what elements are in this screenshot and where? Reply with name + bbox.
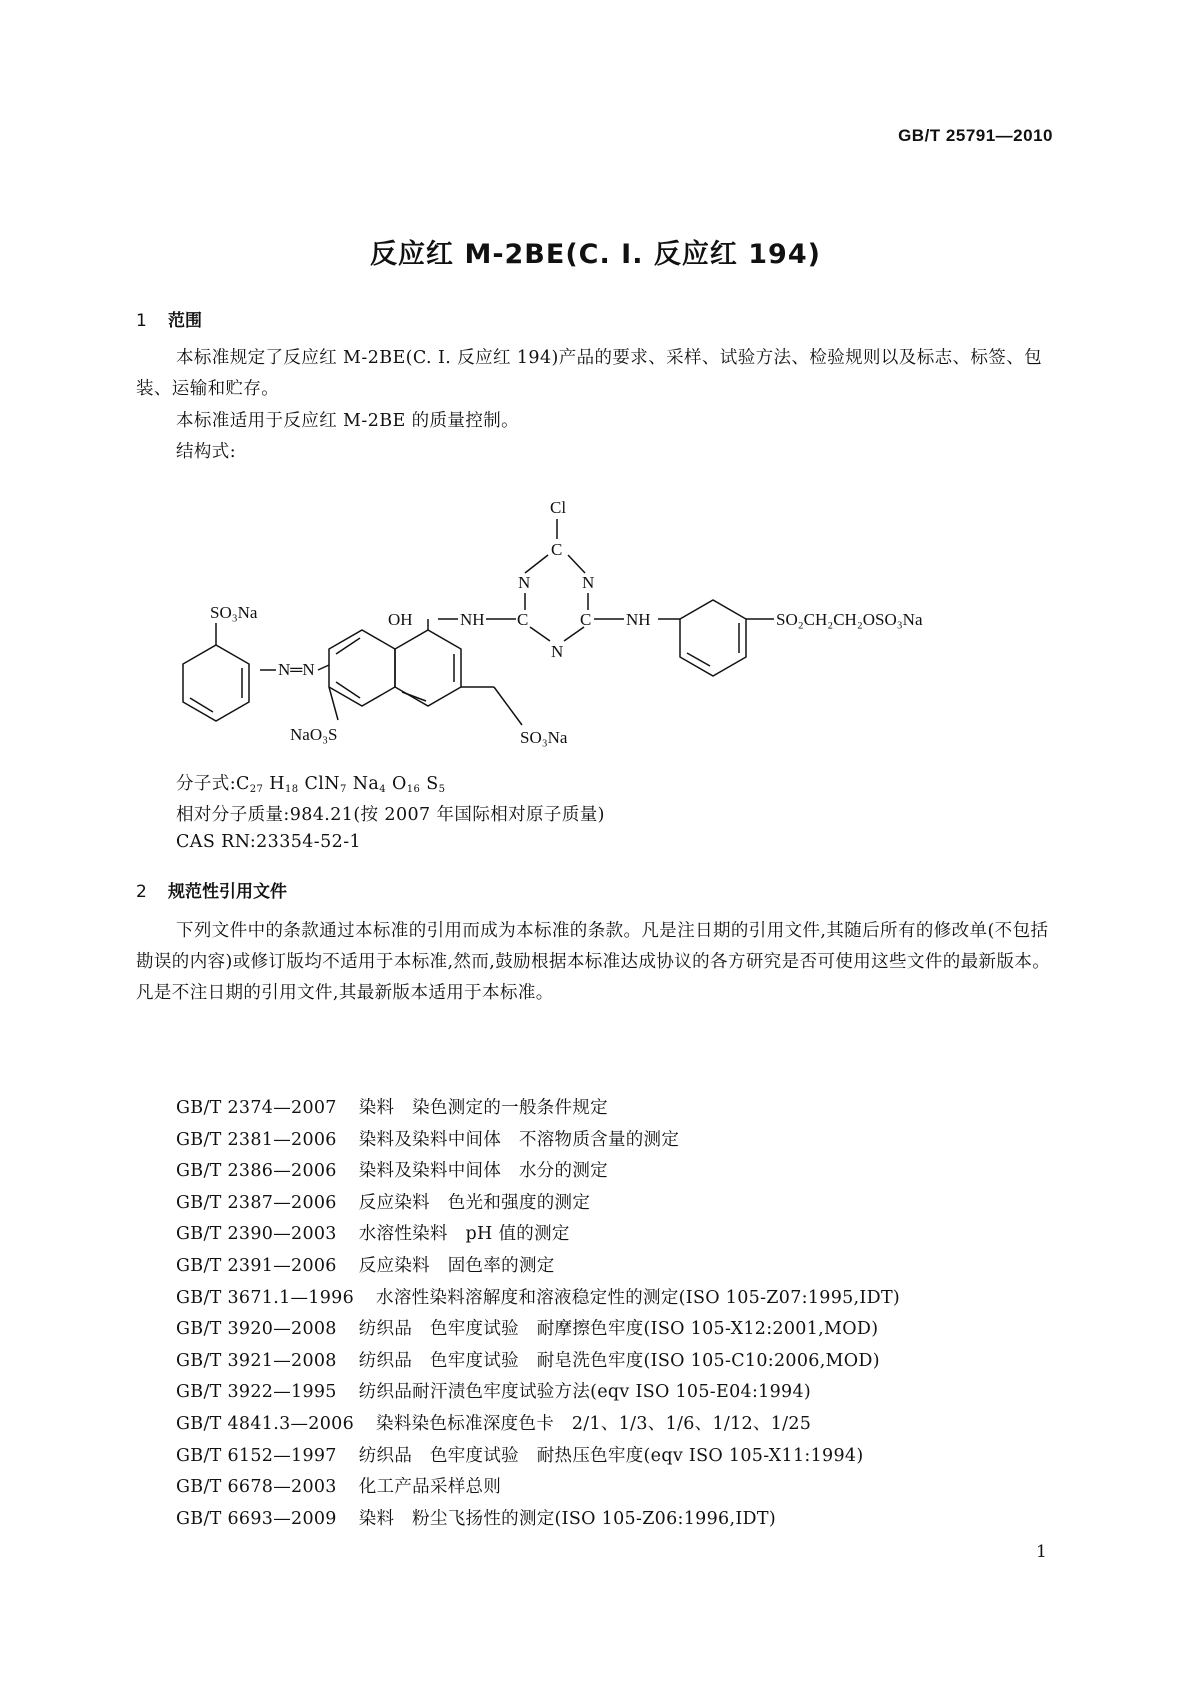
standard-code: GB/T 25791—2010	[898, 126, 1053, 145]
reference-code: GB/T 6693—2009	[176, 1508, 337, 1529]
bond	[190, 698, 213, 712]
reference-title: 纺织品 色牢度试验 耐皂洗色牢度(ISO 105-C10:2006,MOD)	[358, 1350, 880, 1371]
reference-item	[176, 1346, 900, 1378]
reference-title: 纺织品 色牢度试验 耐热压色牢度(eqv ISO 105-X11:1994)	[358, 1445, 864, 1466]
reference-list	[176, 1093, 900, 1535]
reference-code: GB/T 3920—2008	[176, 1319, 337, 1340]
triazine-nitrogen-left: N	[518, 573, 531, 592]
bond	[336, 682, 360, 698]
section-2-heading	[136, 877, 287, 902]
reference-code: GB/T 6678—2003	[176, 1477, 337, 1498]
formula-element: Cl	[304, 774, 325, 794]
cas-number: CAS RN:23354-52-1	[176, 832, 362, 852]
reference-title: 染料染色标准深度色卡 2/1、1/3、1/6、1/12、1/25	[376, 1413, 812, 1434]
page-number: 1	[1036, 1542, 1047, 1562]
section-number: 2	[136, 882, 147, 902]
bond	[564, 627, 584, 641]
reference-title: 染料 染色测定的一般条件规定	[358, 1098, 608, 1118]
sulfonate-right-label: SO₃Na	[520, 728, 568, 747]
structure-label: 结构式:	[176, 442, 236, 462]
reference-title: 水溶性染料 pH 值的测定	[358, 1224, 570, 1245]
reference-code: GB/T 3922—1995	[176, 1382, 337, 1403]
bond	[402, 692, 426, 701]
formula-subscript: 18	[284, 784, 299, 795]
scope-paragraph: 本标准规定了反应红 M-2BE(C. I. 反应红 194)产品的要求、采样、试验方法、检验规则以及标志、标签、包装、运输和贮存。	[136, 348, 1043, 399]
reference-item	[176, 1504, 900, 1536]
formula-subscript: 4	[379, 784, 387, 795]
hydroxyl-label: OH	[388, 610, 413, 629]
molecular-formula	[176, 770, 445, 795]
bond	[494, 687, 522, 725]
bond	[525, 555, 548, 573]
reference-item	[176, 1377, 900, 1409]
bond	[362, 625, 380, 630]
bond	[336, 638, 360, 654]
reference-title: 水溶性染料溶解度和溶液稳定性的测定(ISO 105-Z07:1995,IDT)	[376, 1287, 901, 1308]
reference-title: 染料及染料中间体 水分的测定	[358, 1161, 608, 1182]
formula-subscript: 16	[406, 784, 421, 795]
naphthalene-ring-right	[395, 630, 461, 706]
amino-link-left: NH	[460, 610, 485, 629]
reference-item	[176, 1251, 900, 1283]
benzene-ring-left	[183, 645, 249, 721]
section-1-heading	[136, 306, 202, 331]
reference-title: 反应染料 色光和强度的测定	[358, 1192, 591, 1213]
reference-item	[176, 1441, 900, 1473]
bond	[530, 627, 550, 641]
sulfonyl-group-label: SO₂CH₂CH₂OSO₃Na	[776, 610, 923, 629]
reference-code: GB/T 2391—2006	[176, 1255, 337, 1276]
reference-item	[176, 1472, 900, 1504]
formula-element: O	[392, 774, 407, 794]
references-intro: 下列文件中的条款通过本标准的引用而成为本标准的条款。凡是注日期的引用文件,其随后所有的修改单(不包括勘误的内容)或修订版均不适用于本标准,然而,鼓励根据本标准达成协议的各方研究是否可使用这些文件的最新版本。凡是不注日期的引用文件,其最新版本适用于本标准。	[136, 921, 1051, 1003]
applicability-paragraph: 本标准适用于反应红 M-2BE 的质量控制。	[176, 411, 520, 431]
bond	[568, 555, 585, 573]
reference-item	[176, 1093, 900, 1125]
reference-title: 化工产品采样总则	[358, 1477, 502, 1498]
reference-item	[176, 1409, 900, 1441]
formula-element: H	[269, 774, 285, 794]
reference-item	[176, 1283, 900, 1315]
reference-item	[176, 1156, 900, 1188]
reference-code: GB/T 4841.3—2006	[176, 1413, 355, 1434]
reference-code: GB/T 2374—2007	[176, 1098, 337, 1118]
chlorine-label: Cl	[550, 498, 567, 517]
triazine-nitrogen-bottom: N	[551, 642, 564, 661]
amino-link-right: NH	[626, 610, 651, 629]
document-title: 反应红 M-2BE(C. I. 反应红 194)	[370, 239, 821, 270]
formula-element: Na	[352, 774, 380, 794]
section-number: 1	[136, 311, 147, 331]
reference-item	[176, 1125, 900, 1157]
section-title: 规范性引用文件	[168, 882, 287, 902]
reference-code: GB/T 3921—2008	[176, 1350, 337, 1371]
reference-item	[176, 1314, 900, 1346]
formula-subscript: 27	[249, 784, 264, 795]
naphthalene-ring-left	[329, 630, 395, 706]
triazine-nitrogen-right: N	[582, 573, 595, 592]
formula-element: S	[426, 774, 439, 794]
azo-group-label: N═N	[278, 660, 315, 679]
reference-title: 染料及染料中间体 不溶物质含量的测定	[358, 1129, 680, 1150]
reference-code: GB/T 2387—2006	[176, 1192, 337, 1213]
reference-code: GB/T 2390—2003	[176, 1224, 337, 1245]
reference-item	[176, 1188, 900, 1220]
reference-title: 反应染料 固色率的测定	[358, 1255, 555, 1276]
formula-label: 分子式:	[176, 774, 236, 794]
reference-code: GB/T 2386—2006	[176, 1161, 337, 1182]
reference-code: GB/T 2381—2006	[176, 1129, 337, 1150]
molecular-mass: 相对分子质量:984.21(按 2007 年国际相对原子质量)	[176, 805, 605, 825]
triazine-carbon-right: C	[580, 610, 592, 629]
section-title: 范围	[168, 311, 202, 331]
bond	[318, 665, 329, 670]
sulfonate-top-label: SO₃Na	[210, 603, 258, 622]
bond	[687, 653, 710, 666]
formula-subscript: 5	[438, 784, 446, 795]
formula-element: N	[324, 774, 340, 794]
formula-element: C	[236, 774, 250, 794]
reference-item	[176, 1219, 900, 1251]
benzene-ring-right	[680, 600, 746, 676]
formula-subscript: 7	[339, 784, 347, 795]
reference-title: 染料 粉尘飞扬性的测定(ISO 105-Z06:1996,IDT)	[358, 1508, 776, 1529]
triazine-carbon-left: C	[517, 610, 529, 629]
reference-code: GB/T 3671.1—1996	[176, 1287, 355, 1308]
reference-title: 纺织品耐汗渍色牢度试验方法(eqv ISO 105-E04:1994)	[358, 1382, 812, 1403]
triazine-carbon-top: C	[551, 540, 563, 559]
reference-code: GB/T 6152—1997	[176, 1445, 337, 1466]
reference-title: 纺织品 色牢度试验 耐摩擦色牢度(ISO 105-X12:2001,MOD)	[358, 1319, 879, 1340]
sulfonate-left-label: NaO₃S	[290, 725, 338, 744]
structural-formula	[180, 498, 960, 765]
